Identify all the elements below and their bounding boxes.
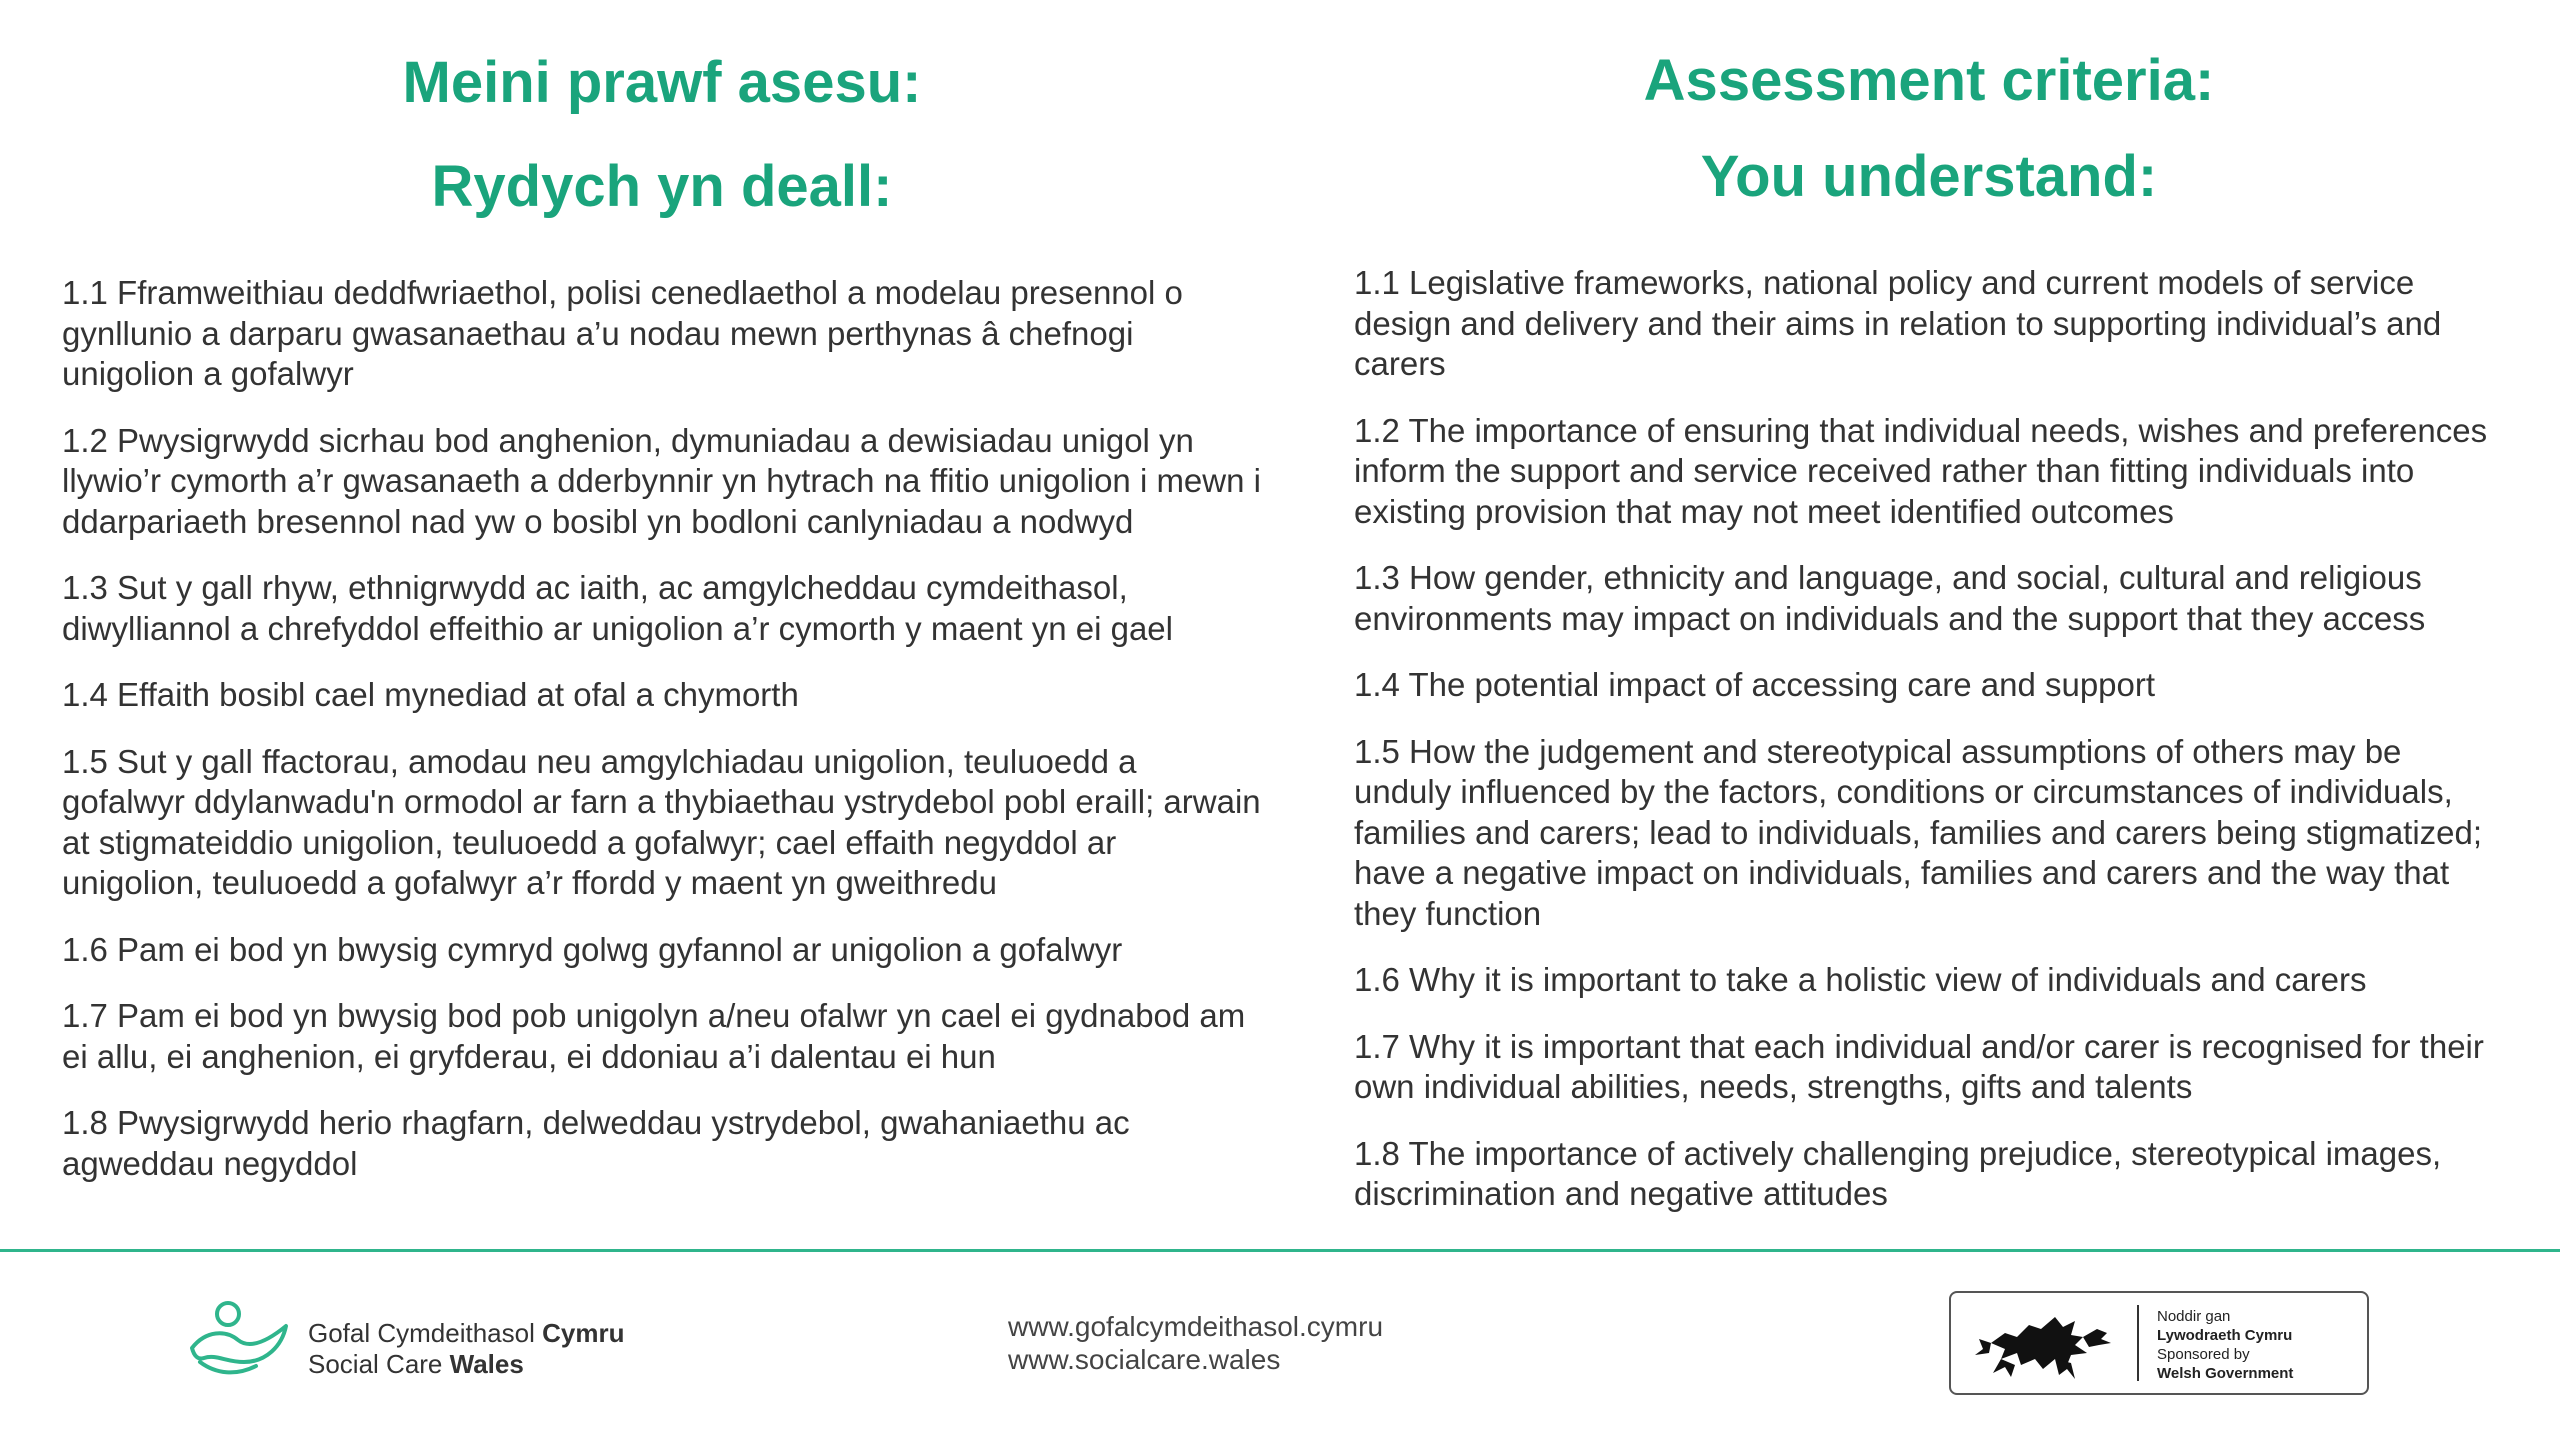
welsh-criterion-1-7: 1.7 Pam ei bod yn bwysig bod pob unigolyn a/neu ofalwr yn cael ei gydnabod am ei allu, ei anghenion, ei gryfderau, ei ddoniau a’i dalentau ei hun (62, 997, 1246, 1075)
welsh-column (62, 0, 1262, 1240)
english-criterion-1-6: 1.6 Why it is important to take a holistic view of individuals and carers (1354, 961, 2367, 998)
english-criterion-1-8: 1.8 The importance of actively challenging prejudice, stereotypical images, discrimination and negative attitudes (1354, 1134, 2442, 1212)
welsh-criterion-1-5: 1.5 Sut y gall ffactorau, amodau neu amgylchiadau unigolion, teuluoedd a gofalwyr ddylanwadu'n ormodol ar farn a thybiaethau ystrydebol pobl eraill; arwain at stigmateiddio unigolion, teuluoedd a gofalwyr; cael effaith negyddol ar unigolion, teuluoedd a gofalwyr a’r ffordd y maent yn gweithredu (62, 742, 1261, 901)
footer-divider (0, 1249, 2560, 1252)
english-criteria-list (1354, 263, 2504, 1241)
sponsor-english-label: Sponsored by (2157, 1346, 2250, 1363)
url-english: www.socialcare.wales (1008, 1344, 1281, 1375)
footer-urls (1008, 1310, 1383, 1376)
welsh-heading-you-understand: Rydych yn deall: (431, 154, 893, 219)
welsh-government-badge (1949, 1291, 2369, 1395)
brand-name-english-regular: Social Care (308, 1349, 450, 1379)
sponsor-welsh-label: Noddir gan (2157, 1308, 2231, 1325)
brand-name-english-bold: Wales (449, 1349, 524, 1379)
english-criterion-1-7: 1.7 Why it is important that each individual and/or carer is recognised for their own individual abilities, needs, strengths, gifts and talents (1354, 1027, 2484, 1105)
welsh-criterion-1-2: 1.2 Pwysigrwydd sicrhau bod anghenion, dymuniadau a dewisiadau unigol yn llywio’r cymorth a’r gwasanaeth a dderbynnir yn hytrach na ffitio unigolion i mewn i ddarpariaeth bresennol nad yw o bosibl yn bodloni canlyniadau a nodwyd (62, 421, 1261, 540)
english-heading-you-understand: You understand: (1700, 144, 2158, 209)
sponsor-welsh-name: Lywodraeth Cymru (2157, 1327, 2293, 1344)
social-care-wales-logo-icon (186, 1300, 296, 1380)
sponsor-english-name: Welsh Government (2157, 1365, 2294, 1382)
url-welsh: www.gofalcymdeithasol.cymru (1008, 1311, 1384, 1342)
welsh-criterion-1-4: 1.4 Effaith bosibl cael mynediad at ofal a chymorth (62, 676, 799, 713)
welsh-criterion-1-6: 1.6 Pam ei bod yn bwysig cymryd golwg gyfannol ar unigolion a gofalwyr (62, 930, 1123, 968)
english-criterion-1-5: 1.5 How the judgement and stereotypical assumptions of others may be unduly influenced by the factors, conditions or circumstances of individuals, families and carers; lead to individuals, families and carers being stigmatized; have a negative impact on individuals, families and carers and the way that they function (1354, 732, 2483, 932)
sponsor-text (2157, 1307, 2293, 1383)
welsh-criterion-1-8: 1.8 Pwysigrwydd herio rhagfarn, delweddau ystrydebol, gwahaniaethu ac agweddau negyddol (62, 1104, 1130, 1182)
english-criterion-1-4: 1.4 The potential impact of accessing care and support (1354, 666, 2156, 703)
welsh-dragon-icon (1971, 1303, 2121, 1383)
brand-name-welsh (308, 1318, 624, 1348)
english-column (1354, 0, 2504, 1240)
brand-name-english (308, 1349, 524, 1379)
english-criterion-1-3: 1.3 How gender, ethnicity and language, and social, cultural and religious environments may impact on individuals and the support that they access (1354, 559, 2426, 637)
welsh-criteria-list (62, 273, 1262, 1210)
english-criterion-1-2: 1.2 The importance of ensuring that individual needs, wishes and preferences inform the support and service received rather than fitting individuals into existing provision that may not meet identified outcomes (1354, 411, 2488, 530)
social-care-wales-logo (186, 1300, 706, 1380)
brand-name-welsh-bold: Cymru (542, 1318, 625, 1348)
badge-divider (2137, 1305, 2139, 1381)
english-heading-assessment-criteria: Assessment criteria: (1643, 48, 2215, 113)
welsh-criterion-1-1: 1.1 Fframweithiau deddfwriaethol, polisi cenedlaethol a modelau presennol o gynllunio a darparu gwasanaethau a’u nodau mewn perthynas â chefnogi unigolion a gofalwyr (62, 274, 1183, 392)
brand-name-welsh-regular: Gofal Cymdeithasol (308, 1318, 543, 1348)
welsh-heading-assessment-criteria: Meini prawf asesu: (402, 50, 922, 115)
welsh-criterion-1-3: 1.3 Sut y gall rhyw, ethnigrwydd ac iaith, ac amgylcheddau cymdeithasol, diwylliannol a chrefyddol effeithio ar unigolion a’r cymorth y maent yn ei gael (62, 569, 1173, 647)
english-criterion-1-1: 1.1 Legislative frameworks, national policy and current models of service design and delivery and their aims in relation to supporting individual’s and carers (1354, 264, 2442, 382)
